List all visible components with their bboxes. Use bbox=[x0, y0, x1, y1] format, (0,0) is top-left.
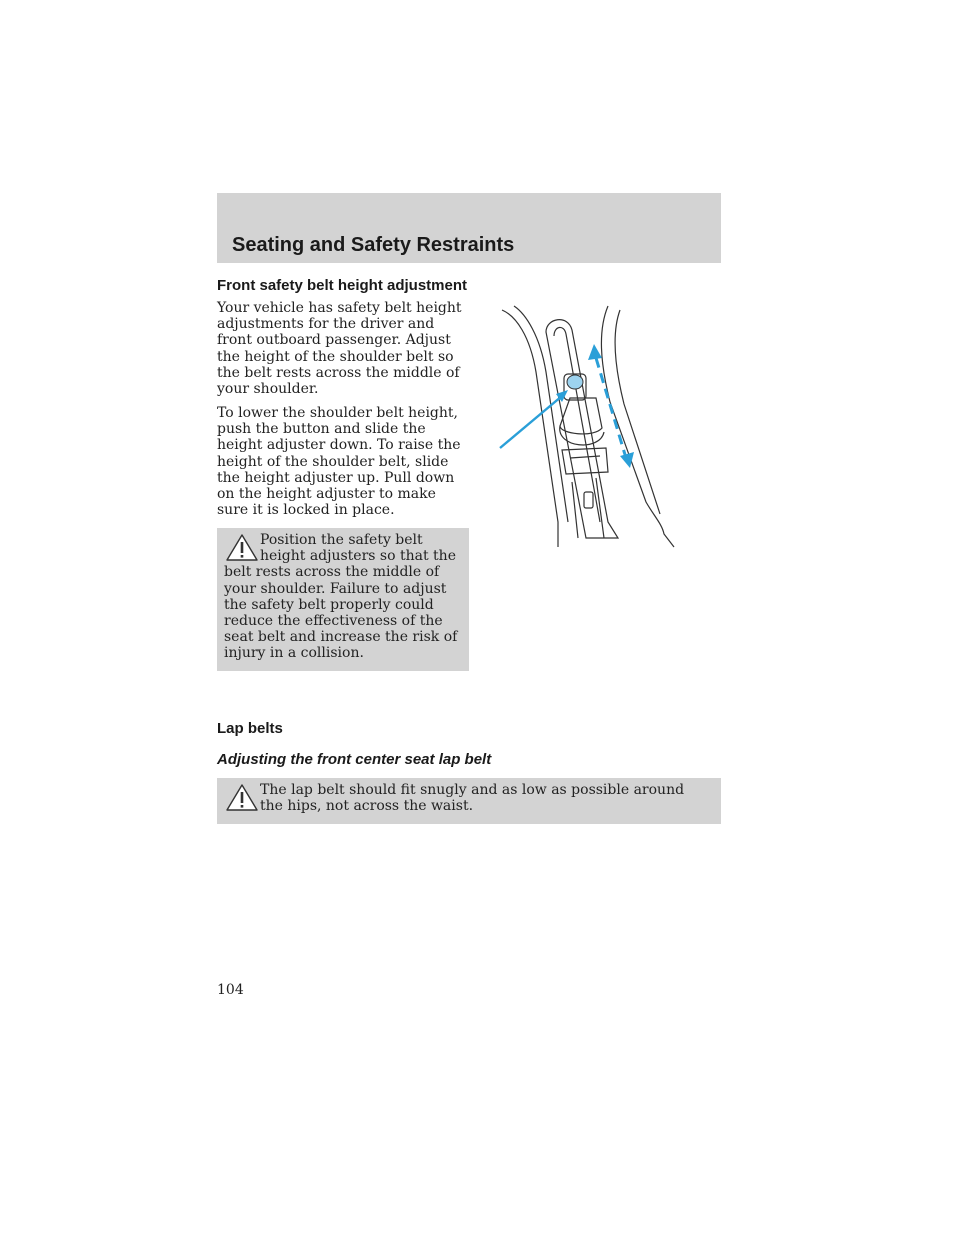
paragraph-belt-height-intro: Your vehicle has safety belt height adjustments for the driver and front outboard passenger. Adjust the height of the shoulder belt so the belt rests across the middle of your shoulder. bbox=[217, 300, 462, 398]
warning-text-belt-height: Position the safety belt height adjusters so that the belt rests across the middle of your shoulder. Failure to adjust the safety belt properly could reduce the effectiveness of the seat belt and increase the risk of injury in a collision. bbox=[224, 532, 458, 662]
paragraph-belt-height-instructions: To lower the shoulder belt height, push the button and slide the height adjuster down. To raise the height of the shoulder belt, slide the height adjuster up. Pull down on the height adjuster to make sure it is locked in place. bbox=[217, 405, 461, 519]
chapter-title: Seating and Safety Restraints bbox=[232, 234, 515, 256]
page-number: 104 bbox=[217, 982, 244, 998]
section-heading-belt-height: Front safety belt height adjustment bbox=[217, 277, 468, 294]
section-heading-lap-belts: Lap belts bbox=[217, 720, 283, 737]
warning-text-lap-belt: The lap belt should fit snugly and as low as possible around the hips, not across the waist. bbox=[260, 782, 685, 815]
warning-triangle-icon bbox=[224, 782, 260, 812]
warning-box-lap-belt bbox=[217, 778, 721, 824]
subheading-front-center-lap-belt: Adjusting the front center seat lap belt bbox=[217, 751, 492, 768]
warning-box-belt-height bbox=[217, 528, 469, 671]
header-band bbox=[217, 193, 721, 263]
seat-belt-height-adjuster-illustration bbox=[496, 302, 682, 552]
warning-triangle-icon bbox=[224, 532, 260, 562]
